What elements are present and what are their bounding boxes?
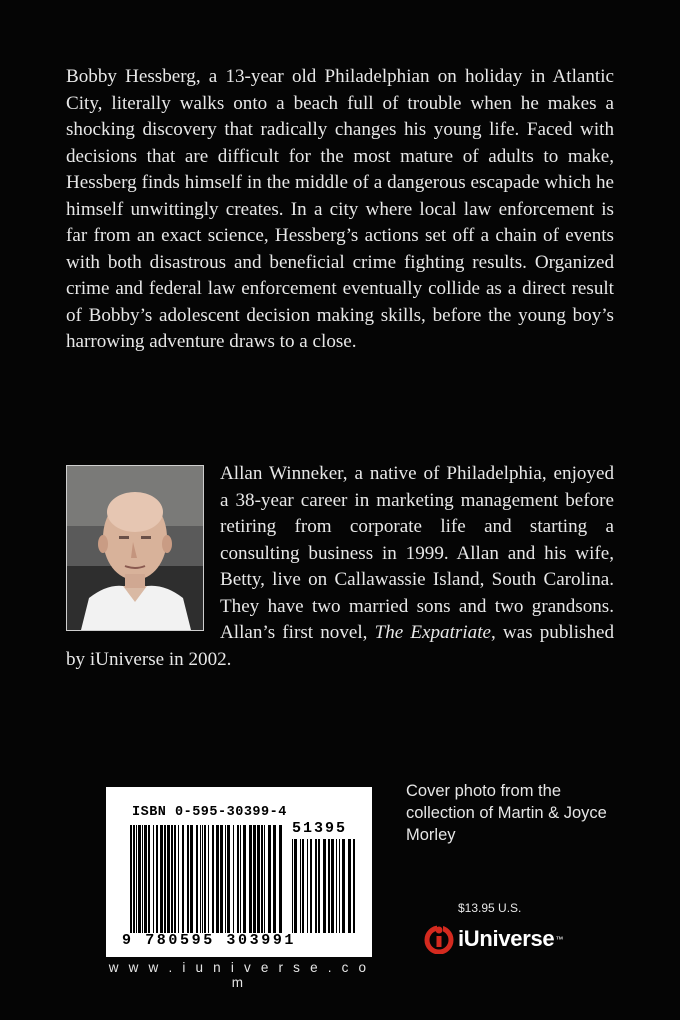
publisher-name: iUniverse (458, 926, 555, 951)
ean-digits: 9 780595 303991 (122, 932, 297, 949)
barcode-bar (273, 825, 276, 933)
barcode-bar (243, 825, 246, 933)
barcode-bar (307, 839, 308, 933)
author-photo (66, 465, 204, 631)
barcode-bar (174, 825, 176, 933)
isbn-barcode (106, 787, 372, 957)
barcode-bar (268, 825, 271, 933)
barcode-bar (130, 825, 132, 933)
barcode-bar (178, 825, 179, 933)
isbn-label: ISBN 0-595-30399-4 (132, 805, 287, 820)
barcode-bar (318, 839, 320, 933)
cover-photo-credit: Cover photo from the collection of Martin & Joyce Morley (406, 782, 607, 844)
barcode-bar (216, 825, 219, 933)
barcode-bar (148, 825, 150, 933)
barcode-bar (187, 825, 189, 933)
barcode-bar (253, 825, 256, 933)
barcode-bar (204, 825, 206, 933)
barcode-bar (182, 825, 184, 933)
barcode-bar (208, 825, 209, 933)
publisher-logo (424, 924, 563, 954)
barcode-bar (225, 825, 226, 933)
barcode-bar (328, 839, 330, 933)
barcode-bar (171, 825, 173, 933)
barcode-bar (220, 825, 223, 933)
book-price: $13.95 U.S. (458, 901, 522, 915)
barcode-bar (310, 839, 312, 933)
author-bio-text: Allan Winneker, a native of Philadelphia, enjoyed a 38-year career in marketing management before retiring from corporate life and starting a consulting business in 1999. Allan and his wife, Betty, live on Callawassie Island, South Carolina. They have two married sons and two grandsons. Allan’s first novel, (220, 463, 614, 643)
barcode-bar (200, 825, 201, 933)
barcode-bar (233, 825, 234, 933)
author-bio-text-end: , was published by iUniverse in 2002. (66, 622, 615, 670)
back-cover-blurb: Bobby Hessberg, a 13-year old Philadelphian on holiday in Atlantic City, literally walks onto a beach full of trouble when he makes a shocking discovery that radically changes his young life. Faced with decisions that are difficult for the most mature of adults to make, Hessberg finds himself in the middle of a dangerous escapade which he himself unwittingly creates. In a city where local law enforcement is far from an exact science, Hessberg’s actions set off a chain of events with both disastrous and beneficial crime fighting results. Organized crime and federal law enforcement eventually collide as a direct result of Bobby’s adolescent decision making skills, before the young boy’s harrowing adventure draws to a close. (66, 66, 614, 352)
barcode-bar (133, 825, 135, 933)
barcode-bar (240, 825, 241, 933)
author-portrait-image (67, 466, 203, 630)
publisher-website: w w w . i u n i v e r s e . c o m (108, 960, 370, 990)
ean-barcode-bars (130, 825, 282, 933)
trademark-symbol: ™ (555, 934, 564, 944)
author-bio (66, 461, 614, 673)
barcode-bar (294, 839, 297, 933)
barcode-bar (196, 825, 198, 933)
addon-barcode-bars (292, 839, 356, 933)
barcode-bar (212, 825, 214, 933)
barcode-bar (264, 825, 265, 933)
barcode-bar (279, 825, 282, 933)
barcode-bar (315, 839, 317, 933)
iuniverse-logo-icon (424, 924, 454, 954)
barcode-bar (331, 839, 334, 933)
barcode-bar (348, 839, 351, 933)
barcode-bar (202, 825, 203, 933)
barcode-bar (164, 825, 166, 933)
barcode-bar (342, 839, 345, 933)
barcode-bar (227, 825, 230, 933)
barcode-bar (160, 825, 163, 933)
price-code: 51395 (292, 820, 348, 837)
barcode-bar (261, 825, 263, 933)
novel-title: The Expatriate (374, 622, 491, 643)
barcode-bar (237, 825, 239, 933)
barcode-bar (257, 825, 260, 933)
barcode-bar (292, 839, 293, 933)
barcode-bar (323, 839, 326, 933)
barcode-bar (156, 825, 158, 933)
barcode-bar (190, 825, 193, 933)
barcode-bar (138, 825, 141, 933)
barcode-bar (167, 825, 170, 933)
barcode-bar (336, 839, 337, 933)
barcode-bar (136, 825, 137, 933)
barcode-bar (142, 825, 143, 933)
barcode-bar (144, 825, 147, 933)
barcode-bar (302, 839, 304, 933)
barcode-bar (353, 839, 355, 933)
barcode-bar (300, 839, 301, 933)
barcode-bar (249, 825, 252, 933)
barcode-bar (339, 839, 340, 933)
barcode-bar (153, 825, 154, 933)
